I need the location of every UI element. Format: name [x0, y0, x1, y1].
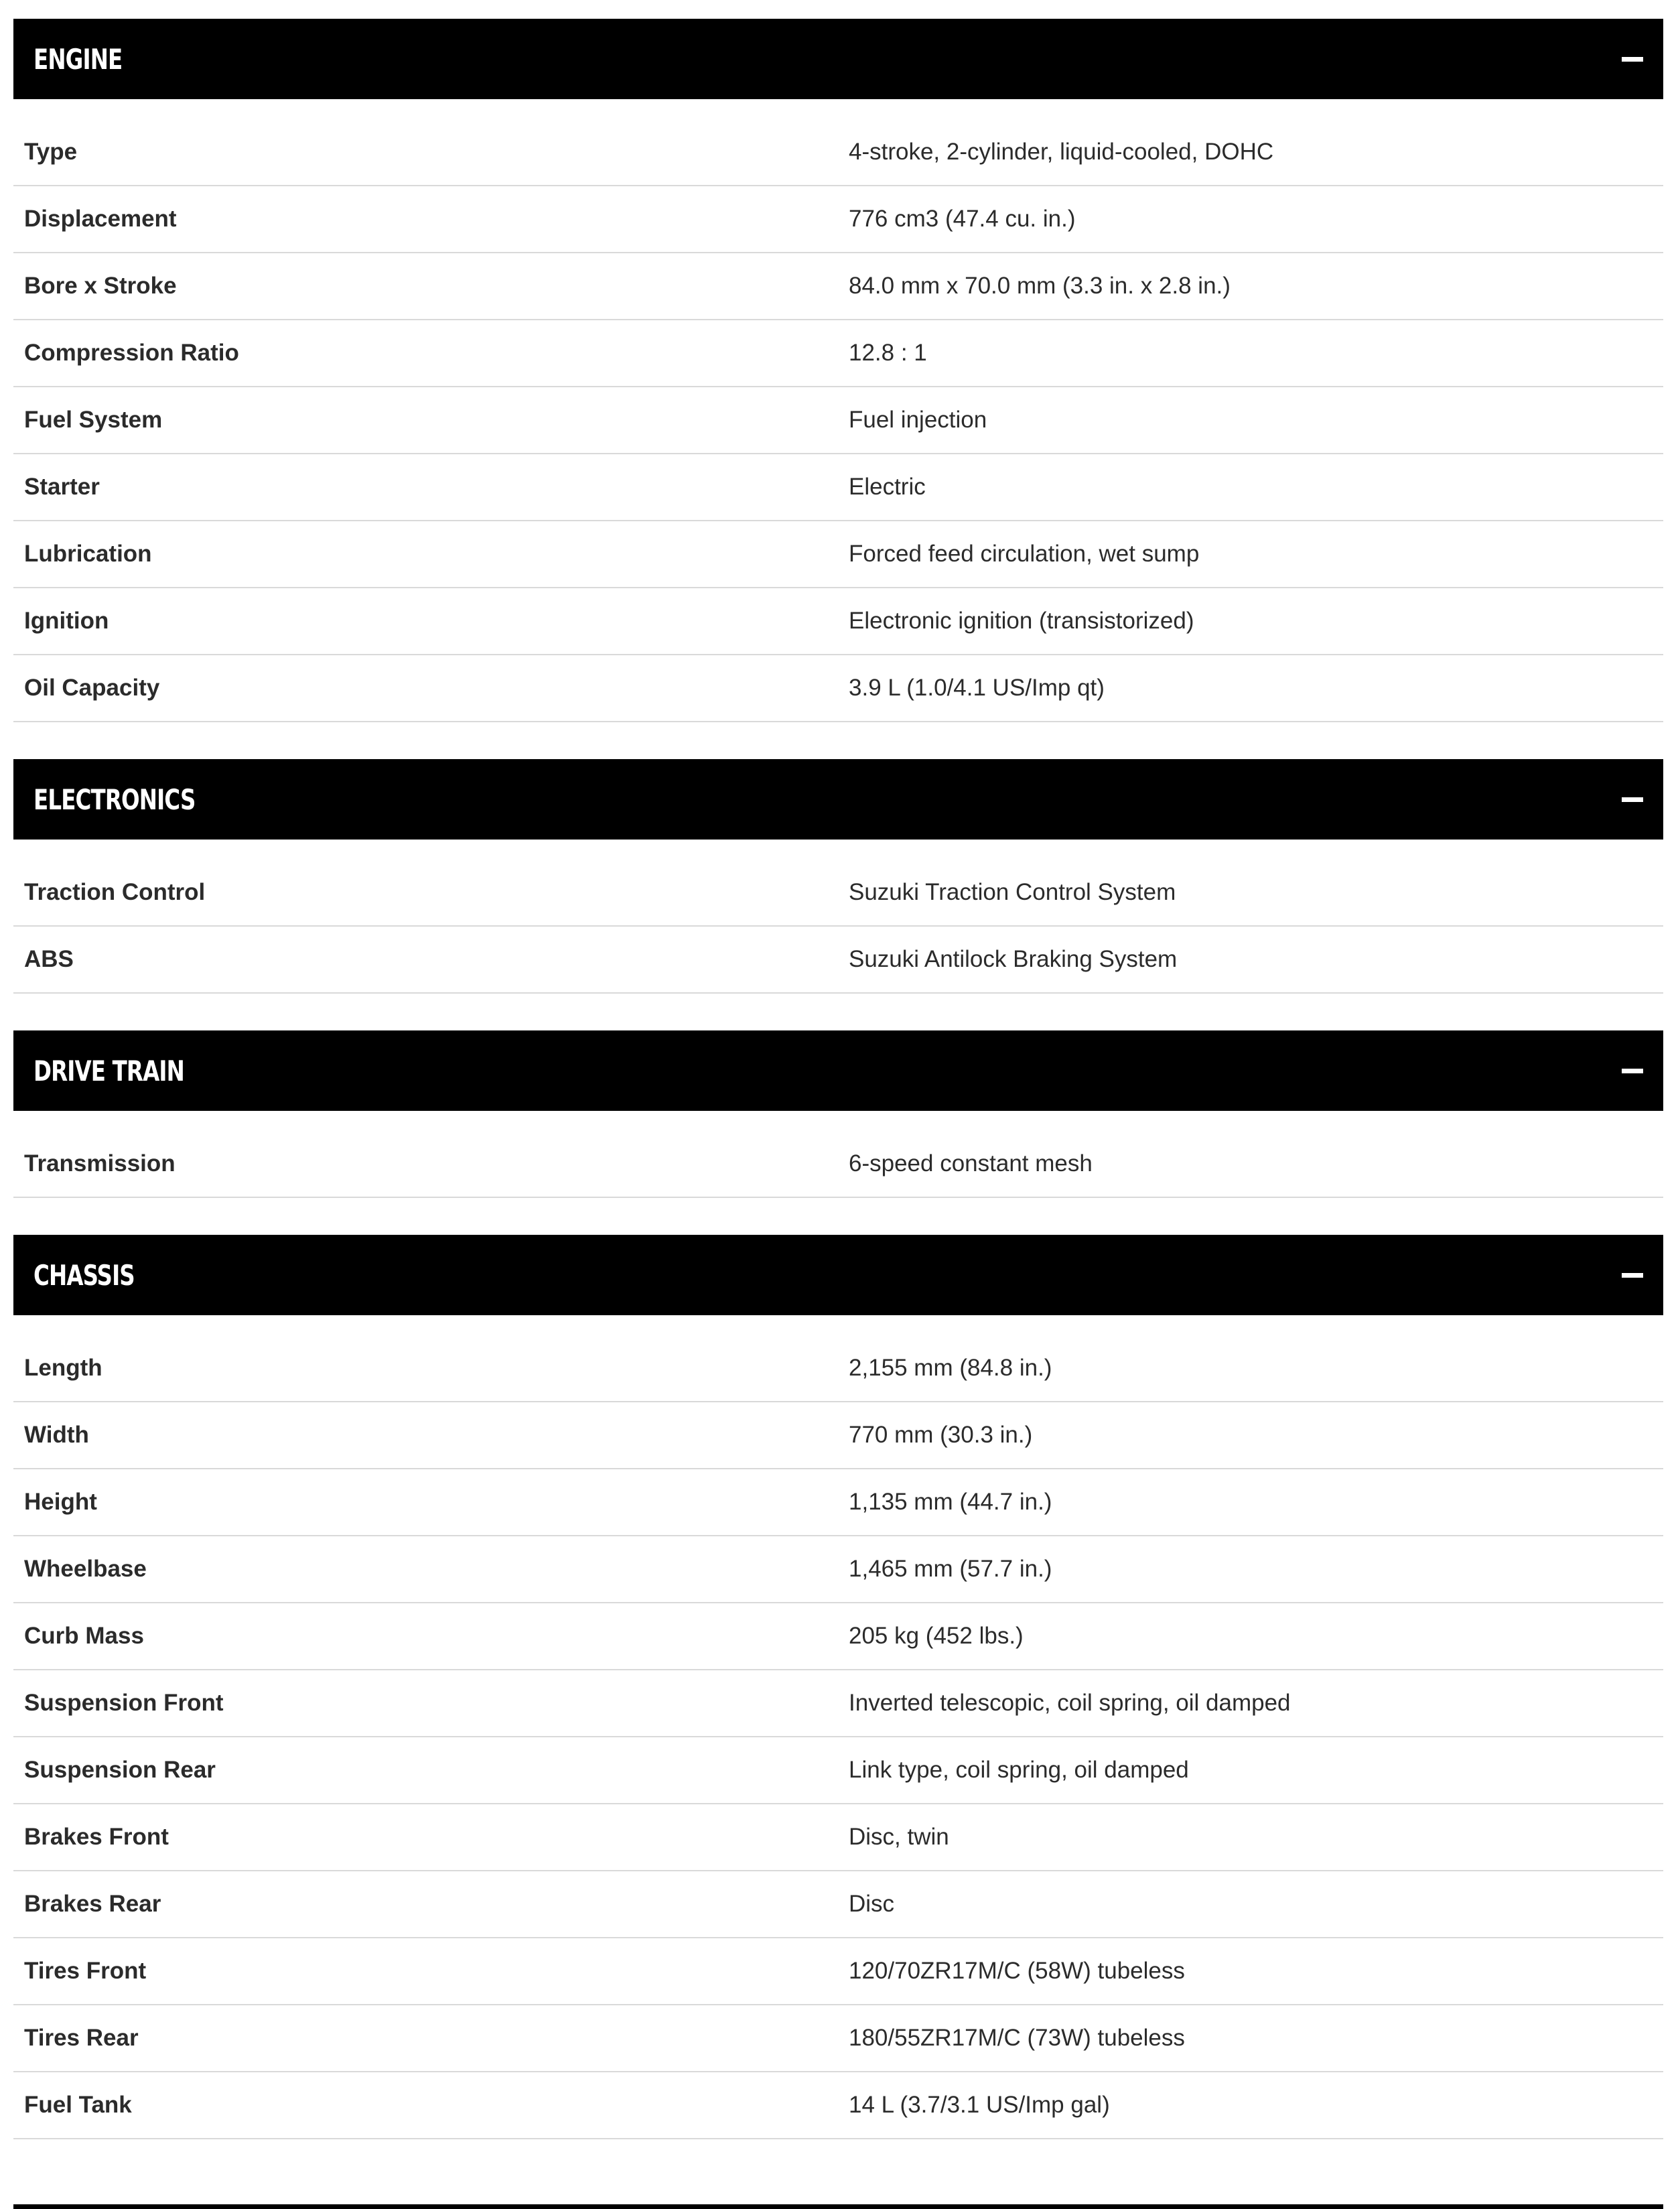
spec-value: 4-stroke, 2-cylinder, liquid-cooled, DOHC — [849, 139, 1274, 165]
spec-value: Suzuki Traction Control System — [849, 879, 1176, 905]
spec-row — [13, 1469, 1663, 1536]
spec-row — [13, 2072, 1663, 2139]
spec-value: 84.0 mm x 70.0 mm (3.3 in. x 2.8 in.) — [849, 273, 1231, 299]
spec-row — [13, 860, 1663, 927]
spec-label: Bore x Stroke — [24, 273, 177, 299]
spec-row — [13, 1131, 1663, 1198]
next-section-header-edge — [13, 2204, 1663, 2209]
spec-row — [13, 655, 1663, 722]
spec-table — [13, 1315, 1663, 2139]
spec-value: 6-speed constant mesh — [849, 1150, 1093, 1177]
spec-value: Electronic ignition (transistorized) — [849, 608, 1194, 634]
spec-value: 180/55ZR17M/C (73W) tubeless — [849, 2025, 1185, 2051]
spec-row — [13, 454, 1663, 521]
spec-value: 2,155 mm (84.8 in.) — [849, 1355, 1052, 1381]
section-header-toggle[interactable] — [13, 759, 1663, 840]
spec-label: Brakes Rear — [24, 1891, 161, 1917]
spec-value: 205 kg (452 lbs.) — [849, 1623, 1024, 1649]
spec-value: 12.8 : 1 — [849, 340, 927, 366]
spec-value: Suzuki Antilock Braking System — [849, 946, 1178, 972]
spec-value: Electric — [849, 474, 926, 500]
spec-row — [13, 1938, 1663, 2005]
spec-label: Compression Ratio — [24, 340, 239, 366]
section-header-toggle[interactable] — [13, 1235, 1663, 1315]
spec-section-drive-train — [13, 1030, 1663, 1198]
spec-table — [13, 1111, 1663, 1198]
spec-label: Curb Mass — [24, 1623, 144, 1649]
minus-icon[interactable] — [1622, 1273, 1643, 1278]
spec-section-electronics — [13, 759, 1663, 994]
section-header-toggle[interactable] — [13, 1030, 1663, 1111]
spec-value: 1,465 mm (57.7 in.) — [849, 1556, 1052, 1582]
spec-label: Oil Capacity — [24, 675, 160, 701]
spec-label: Tires Rear — [24, 2025, 139, 2051]
spec-row — [13, 387, 1663, 454]
section-title: CHASSIS — [33, 1258, 135, 1292]
spec-row — [13, 1737, 1663, 1804]
section-title: ELECTRONICS — [33, 783, 196, 816]
spec-row — [13, 588, 1663, 655]
spec-label: Wheelbase — [24, 1556, 147, 1582]
spec-row — [13, 119, 1663, 186]
spec-value: 3.9 L (1.0/4.1 US/Imp qt) — [849, 675, 1105, 701]
spec-value: Link type, coil spring, oil damped — [849, 1757, 1189, 1783]
spec-label: Brakes Front — [24, 1824, 169, 1850]
spec-value: Fuel injection — [849, 407, 987, 433]
minus-icon[interactable] — [1622, 797, 1643, 802]
spec-label: Lubrication — [24, 541, 152, 567]
spec-label: Displacement — [24, 206, 177, 232]
spec-label: Fuel System — [24, 407, 163, 433]
spec-value: Inverted telescopic, coil spring, oil damped — [849, 1690, 1291, 1716]
spec-label: Transmission — [24, 1150, 176, 1177]
spec-row — [13, 2005, 1663, 2072]
spec-row — [13, 1871, 1663, 1938]
minus-icon[interactable] — [1622, 1069, 1643, 1073]
spec-accordion — [13, 19, 1663, 2176]
spec-label: Fuel Tank — [24, 2092, 132, 2118]
spec-value: 776 cm3 (47.4 cu. in.) — [849, 206, 1076, 232]
spec-value: Disc — [849, 1891, 895, 1917]
spec-label: Starter — [24, 474, 100, 500]
spec-label: Length — [24, 1355, 102, 1381]
spec-table — [13, 99, 1663, 722]
spec-value: Disc, twin — [849, 1824, 949, 1850]
spec-row — [13, 186, 1663, 253]
spec-label: Height — [24, 1489, 97, 1515]
spec-table — [13, 840, 1663, 994]
spec-label: Suspension Rear — [24, 1757, 216, 1783]
spec-row — [13, 1603, 1663, 1670]
spec-label: Tires Front — [24, 1958, 147, 1984]
spec-section-chassis — [13, 1235, 1663, 2139]
section-title: DRIVE TRAIN — [33, 1054, 184, 1087]
minus-icon[interactable] — [1622, 57, 1643, 62]
spec-row — [13, 1804, 1663, 1871]
spec-label: Type — [24, 139, 78, 165]
spec-row — [13, 521, 1663, 588]
spec-row — [13, 1335, 1663, 1402]
spec-value: 770 mm (30.3 in.) — [849, 1422, 1033, 1448]
spec-row — [13, 1670, 1663, 1737]
spec-section-engine — [13, 19, 1663, 722]
spec-label: Traction Control — [24, 879, 206, 905]
spec-row — [13, 1536, 1663, 1603]
spec-value: 14 L (3.7/3.1 US/Imp gal) — [849, 2092, 1110, 2118]
spec-label: Ignition — [24, 608, 109, 634]
section-title: ENGINE — [33, 42, 123, 76]
spec-label: ABS — [24, 946, 74, 972]
spec-value: 1,135 mm (44.7 in.) — [849, 1489, 1052, 1515]
spec-row — [13, 320, 1663, 387]
spec-value: Forced feed circulation, wet sump — [849, 541, 1200, 567]
spec-value: 120/70ZR17M/C (58W) tubeless — [849, 1958, 1185, 1984]
spec-label: Width — [24, 1422, 89, 1448]
section-header-toggle[interactable] — [13, 19, 1663, 99]
spec-row — [13, 1402, 1663, 1469]
spec-label: Suspension Front — [24, 1690, 224, 1716]
spec-row — [13, 253, 1663, 320]
spec-row — [13, 927, 1663, 994]
